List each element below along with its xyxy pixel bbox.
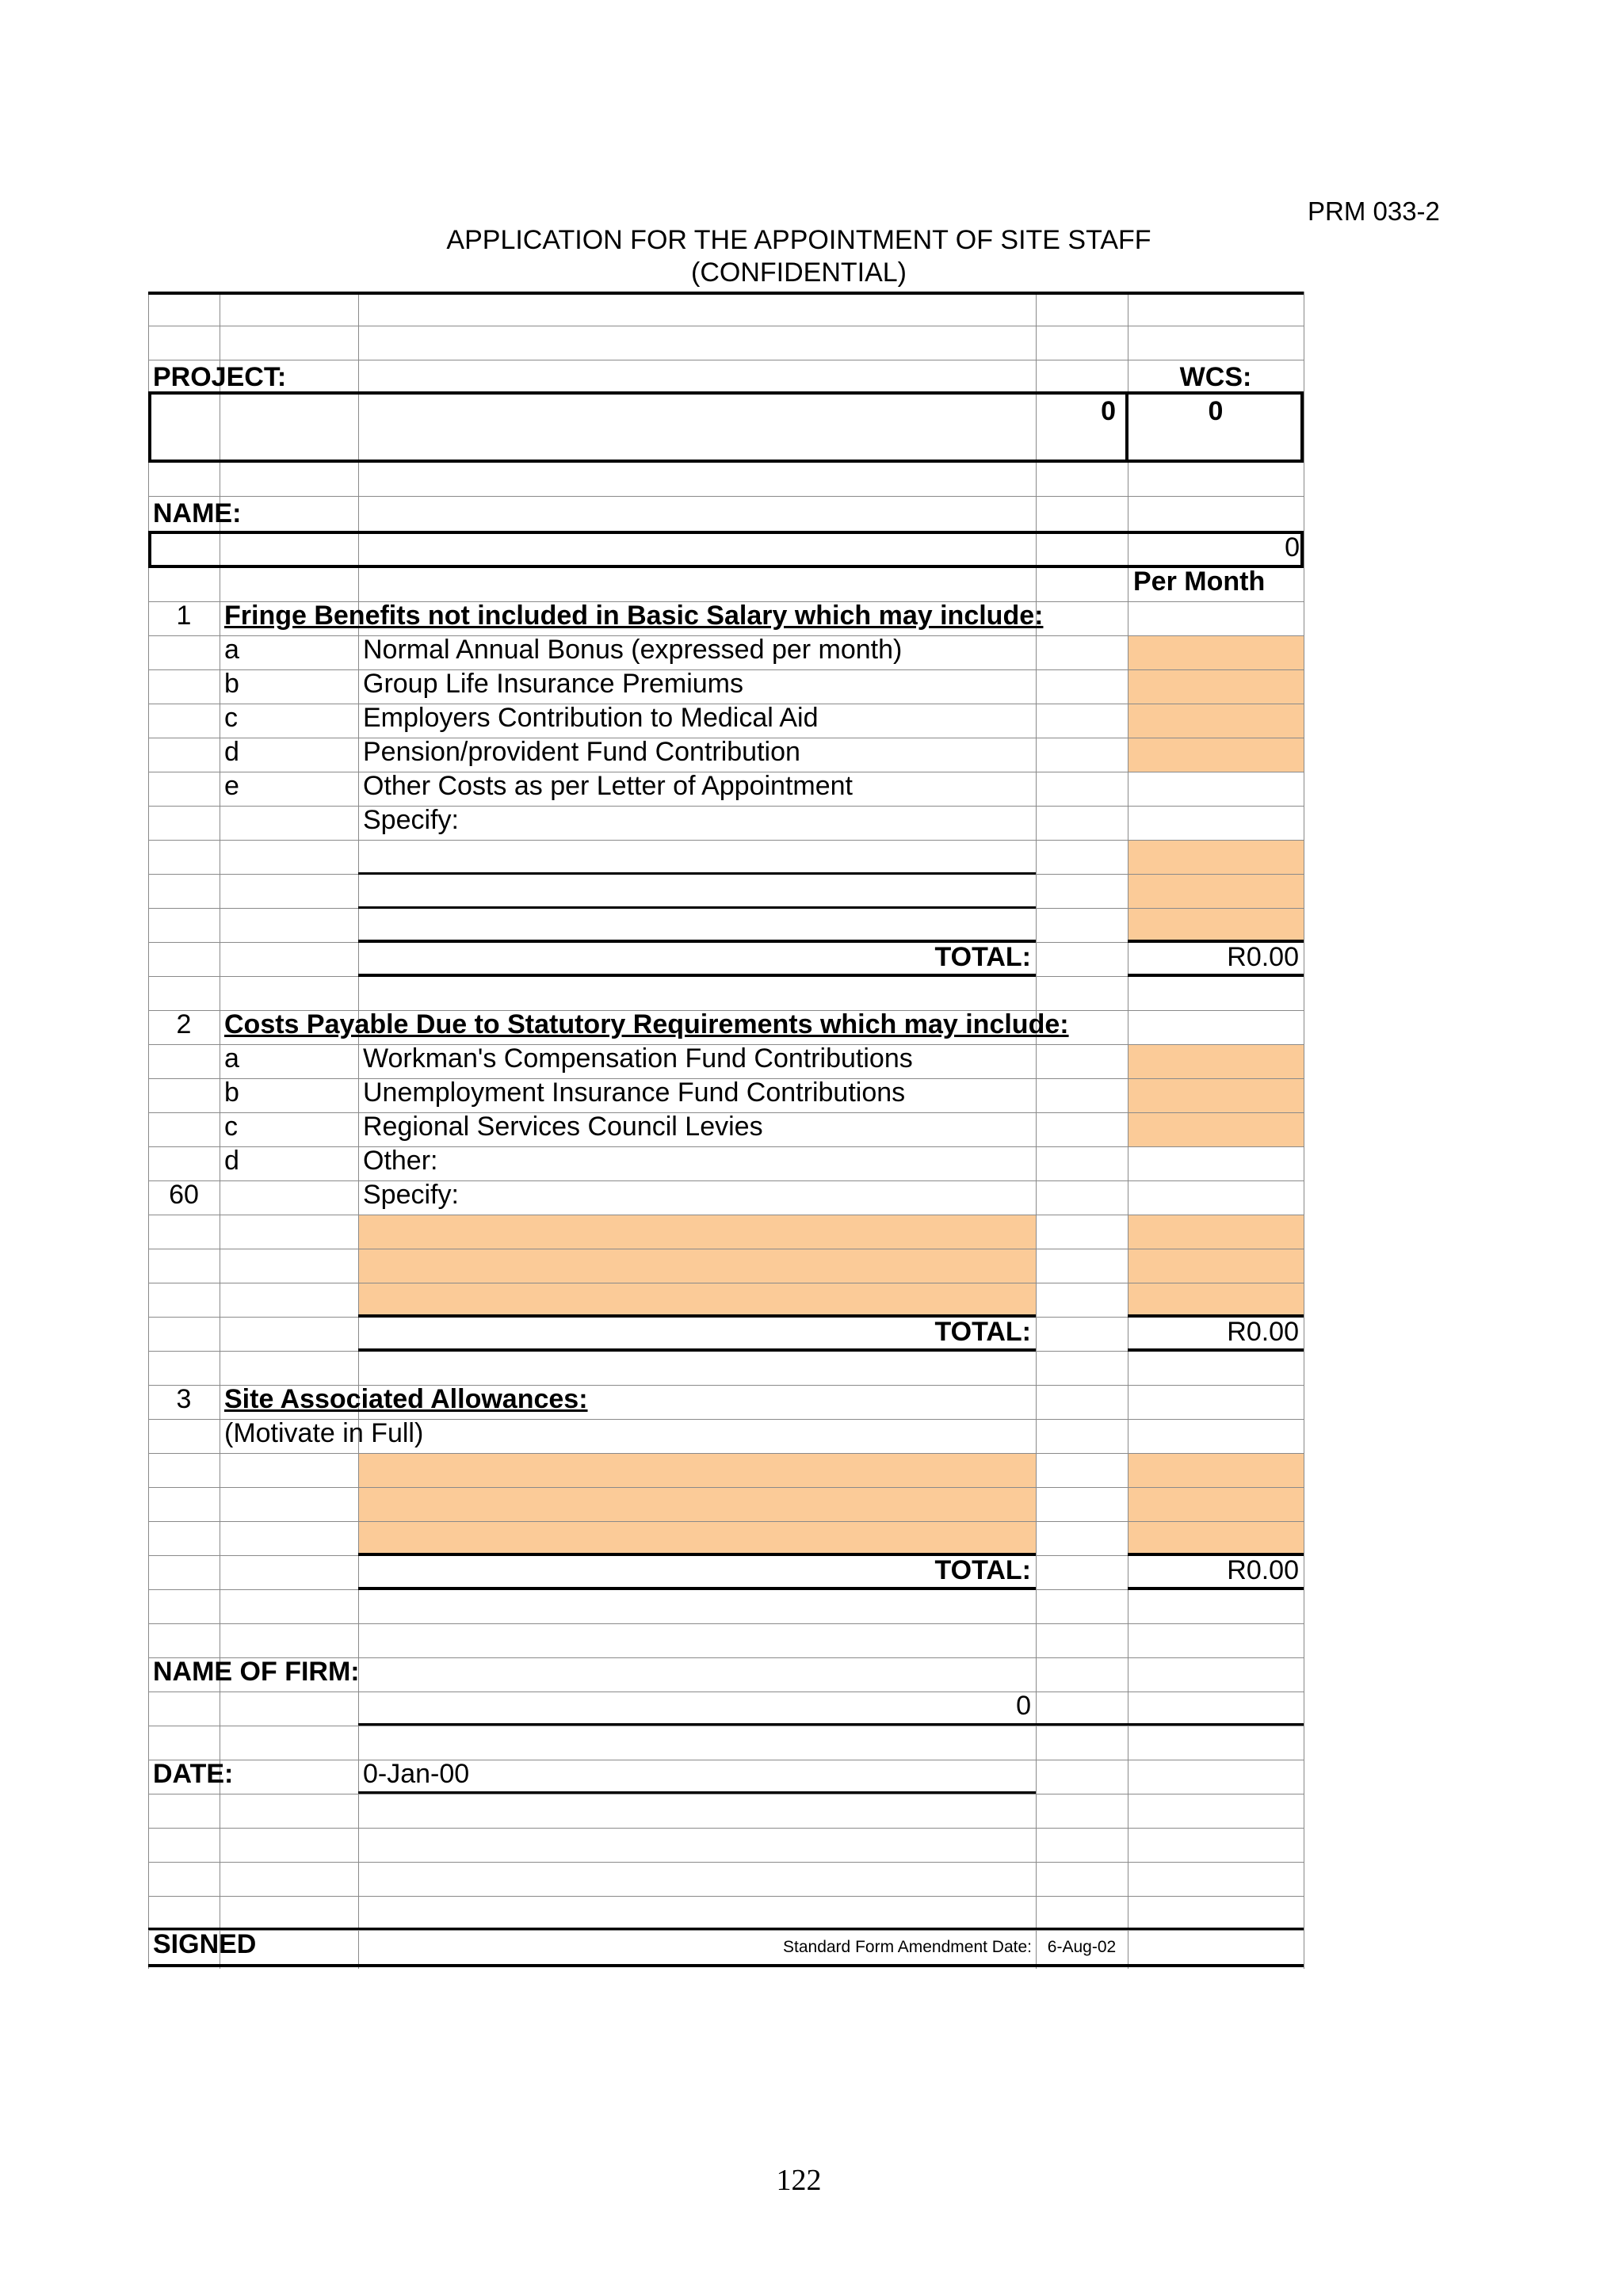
workmans-comp-amount-cell[interactable] [1128,1044,1304,1078]
total-rule-bottom [358,1587,1036,1590]
firm-line [358,1723,1304,1726]
project-value[interactable]: 0 [1101,396,1116,426]
specify-label: Specify: [363,805,459,835]
allowance-amount-1-cell[interactable] [1128,1453,1304,1487]
section-heading: Site Associated Allowances: [224,1384,588,1414]
allowance-description-3-cell[interactable] [358,1521,1036,1555]
item-label: Regional Services Council Levies [363,1112,763,1142]
life-insurance-amount-cell[interactable] [1128,669,1304,704]
section-heading: Fringe Benefits not included in Basic Salary which may include: [224,601,1044,631]
statutory-specify-2-cell[interactable] [358,1249,1036,1283]
section-number: 1 [176,601,192,631]
grid-row-line [148,806,1304,807]
firm-label: NAME OF FIRM: [153,1657,360,1687]
form-title: APPLICATION FOR THE APPOINTMENT OF SITE STAFF [446,225,1151,255]
total-rule-bottom [1128,1348,1304,1352]
total-label: TOTAL: [934,1555,1031,1585]
item-letter: c [224,703,238,733]
allowance-description-1-cell[interactable] [358,1453,1036,1487]
form-subtitle: (CONFIDENTIAL) [691,257,907,288]
grid-row-line [148,1521,1304,1522]
row-number: 60 [169,1180,199,1210]
specify-line [358,872,1036,875]
grid-row-line [148,1930,1304,1931]
table-top-border [148,292,1304,295]
specify-label: Specify: [363,1180,459,1210]
total-rule-bottom [1128,974,1304,977]
form-reference: PRM 033-2 [1308,196,1440,226]
total-rule-bottom [358,974,1036,977]
date-value[interactable]: 0-Jan-00 [363,1759,470,1789]
grid-row-line [148,1623,1304,1624]
grid-row-line [148,496,1304,497]
item-letter: b [224,1077,239,1108]
bonus-amount-cell[interactable] [1128,635,1304,669]
section2-total-value: R0.00 [1227,1317,1299,1347]
grid-row-line [148,1896,1304,1897]
pension-amount-cell[interactable] [1128,738,1304,772]
item-letter: a [224,1043,239,1074]
grid-row-line [148,1862,1304,1863]
item-letter: c [224,1112,238,1142]
total-label: TOTAL: [934,1317,1031,1347]
rsc-levies-amount-cell[interactable] [1128,1112,1304,1146]
item-label: Employers Contribution to Medical Aid [363,703,819,733]
grid-row-line [148,1146,1304,1147]
item-label: Other Costs as per Letter of Appointment [363,771,853,801]
item-label: Other: [363,1146,438,1176]
grid-row-line [148,1180,1304,1181]
item-letter: e [224,771,239,801]
name-label: NAME: [153,498,242,528]
wcs-label: WCS: [1179,362,1252,392]
date-label: DATE: [153,1759,234,1789]
allowance-amount-3-cell[interactable] [1128,1521,1304,1555]
item-letter: d [224,1146,239,1176]
section-number: 2 [176,1009,192,1039]
amendment-date-value: 6-Aug-02 [1047,1938,1117,1956]
medical-aid-amount-cell[interactable] [1128,704,1304,738]
other-cost-1-amount-cell[interactable] [1128,840,1304,874]
project-box-left [148,391,151,463]
name-box-right [1300,531,1304,568]
statutory-specify-3-cell[interactable] [358,1283,1036,1317]
total-rule-bottom [1128,1587,1304,1590]
signed-label: SIGNED [153,1929,257,1959]
date-line [358,1791,1036,1794]
name-value[interactable]: 0 [1285,532,1300,563]
statutory-amount-2-cell[interactable] [1128,1249,1304,1283]
grid-row-line [148,1487,1304,1488]
statutory-amount-3-cell[interactable] [1128,1283,1304,1317]
grid-row-line [148,840,1304,841]
uif-amount-cell[interactable] [1128,1078,1304,1112]
project-box-bottom [148,460,1304,463]
section-heading: Costs Payable Due to Statutory Requirements which may include: [224,1009,1069,1039]
per-month-header: Per Month [1133,566,1266,597]
table-bottom-border [148,1964,1304,1967]
wcs-value[interactable]: 0 [1208,396,1224,426]
amendment-date-label: Standard Form Amendment Date: [783,1938,1032,1956]
item-label: Pension/provident Fund Contribution [363,737,800,767]
grid-row-line [148,1828,1304,1829]
name-box-left [148,531,151,568]
item-letter: b [224,669,239,699]
total-label: TOTAL: [934,942,1031,972]
item-letter: d [224,737,239,767]
application-form-grid [148,292,1304,1969]
section-subheading: (Motivate in Full) [224,1418,424,1448]
specify-line [358,906,1036,909]
statutory-amount-1-cell[interactable] [1128,1215,1304,1249]
grid-row-line [148,1453,1304,1454]
section3-total-value: R0.00 [1227,1555,1299,1585]
signed-line [148,1928,1304,1930]
other-cost-2-amount-cell[interactable] [1128,874,1304,908]
allowance-description-2-cell[interactable] [358,1487,1036,1521]
project-label: PROJECT: [153,362,287,392]
item-letter: a [224,635,239,665]
section1-total-value: R0.00 [1227,942,1299,972]
allowance-amount-2-cell[interactable] [1128,1487,1304,1521]
item-label: Workman's Compensation Fund Contributions [363,1043,913,1074]
section-number: 3 [176,1384,192,1414]
page-number: 122 [776,2164,822,2197]
statutory-specify-1-cell[interactable] [358,1215,1036,1249]
name-box-bottom [148,565,1304,568]
item-label: Unemployment Insurance Fund Contributions [363,1077,906,1108]
item-label: Normal Annual Bonus (expressed per month) [363,635,903,665]
other-cost-3-amount-cell[interactable] [1128,908,1304,942]
firm-value[interactable]: 0 [1016,1691,1031,1721]
total-rule-bottom [358,1348,1036,1352]
item-label: Group Life Insurance Premiums [363,669,743,699]
